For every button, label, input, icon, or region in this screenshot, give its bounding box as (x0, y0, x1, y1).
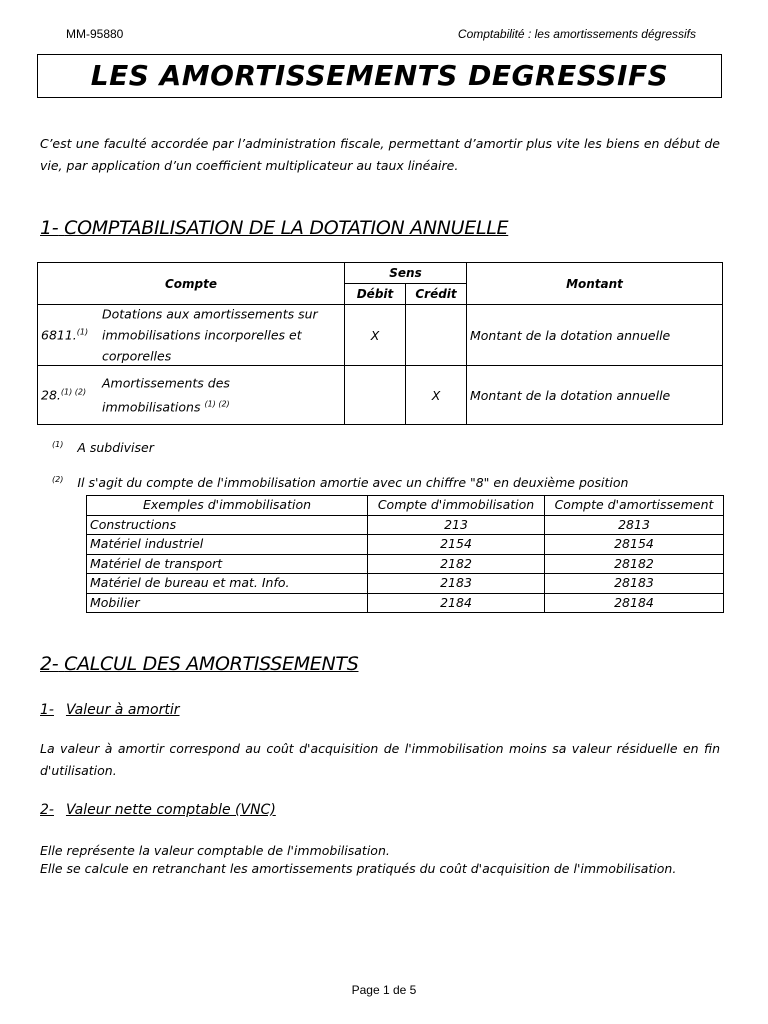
header-doc-id: MM-95880 (66, 27, 124, 41)
debit-cell (345, 366, 406, 425)
col-compte: Compte (38, 263, 345, 305)
montant-cell: Montant de la dotation annuelle (467, 366, 723, 425)
vnc-text (40, 842, 720, 878)
journal-table (37, 262, 723, 425)
account-number: 6811.$^{(1)}$ (41, 327, 89, 343)
credit-cell (406, 305, 467, 366)
section1-title: COMPTABILISATION DE LA DOTATION ANNUELLE (64, 217, 509, 239)
examples-table (86, 495, 724, 613)
valeur-a-amortir-text: La valeur à amortir correspond au coût d'acquisition de l'immobilisation moins sa valeur résiduelle en fin d'utilisation. (40, 741, 720, 778)
table-row: Constructions 213 2813 (87, 515, 724, 535)
table-row (38, 305, 723, 366)
section2-title: CALCUL DES AMORTISSEMENTS (64, 653, 359, 675)
footnote-1: $^{(1)}$ A subdiviser (52, 440, 154, 456)
subsection-valeur-a-amortir: 1- Valeur à amortir (40, 702, 180, 718)
account-label: Dotations aux amortissements sur immobilisations incorporelles et corporelles (102, 306, 318, 364)
page-footer: Page 1 de 5 (351, 983, 417, 997)
account-number: 28.$^{(1) (2)}$ (41, 387, 87, 403)
table-row (38, 366, 723, 425)
account-label: Amortissements des immobilisations $^{(1) (2)}$ (102, 375, 230, 415)
col-credit: Crédit (406, 284, 467, 305)
section1-heading (40, 217, 508, 239)
credit-cell: X (406, 366, 467, 425)
examples-header: Exemples d'immobilisation Compte d'immobilisation Compte d'amortissement (87, 496, 724, 516)
subsection-vnc: 2- Valeur nette comptable (VNC) (40, 802, 276, 818)
section2-heading (40, 653, 358, 675)
col-sens: Sens (345, 263, 467, 284)
table-row: Mobilier 2184 28184 (87, 593, 724, 613)
table-row: Matériel industriel 2154 28154 (87, 535, 724, 555)
table-row: Matériel de transport 2182 28182 (87, 554, 724, 574)
montant-cell: Montant de la dotation annuelle (467, 305, 723, 366)
header-subject: Comptabilité : les amortissements dégressifs (457, 27, 696, 41)
table-row: Matériel de bureau et mat. Info. 2183 28183 (87, 574, 724, 594)
vnc-line-1: Elle représente la valeur comptable de l'immobilisation. (40, 843, 390, 858)
intro-paragraph: C’est une faculté accordée par l’administration fiscale, permettant d’amortir plus vite les biens en début de vie, par application d’un coefficient multiplicateur au taux linéaire. (40, 136, 720, 173)
col-debit: Débit (345, 284, 406, 305)
vnc-line-2: Elle se calcule en retranchant les amortissements pratiqués du coût d'acquisition de l'immobilisation. (40, 861, 677, 876)
col-montant: Montant (467, 263, 723, 305)
debit-cell: X (345, 305, 406, 366)
footnote-2: $^{(2)}$ Il s'agit du compte de l'immobilisation amortie avec un chiffre "8" en deuxième position (52, 475, 629, 491)
title-box (37, 54, 722, 98)
section2-number: 2- (40, 653, 59, 675)
section1-number: 1- (40, 217, 59, 239)
page-title: LES AMORTISSEMENTS DEGRESSIFS (90, 59, 669, 92)
